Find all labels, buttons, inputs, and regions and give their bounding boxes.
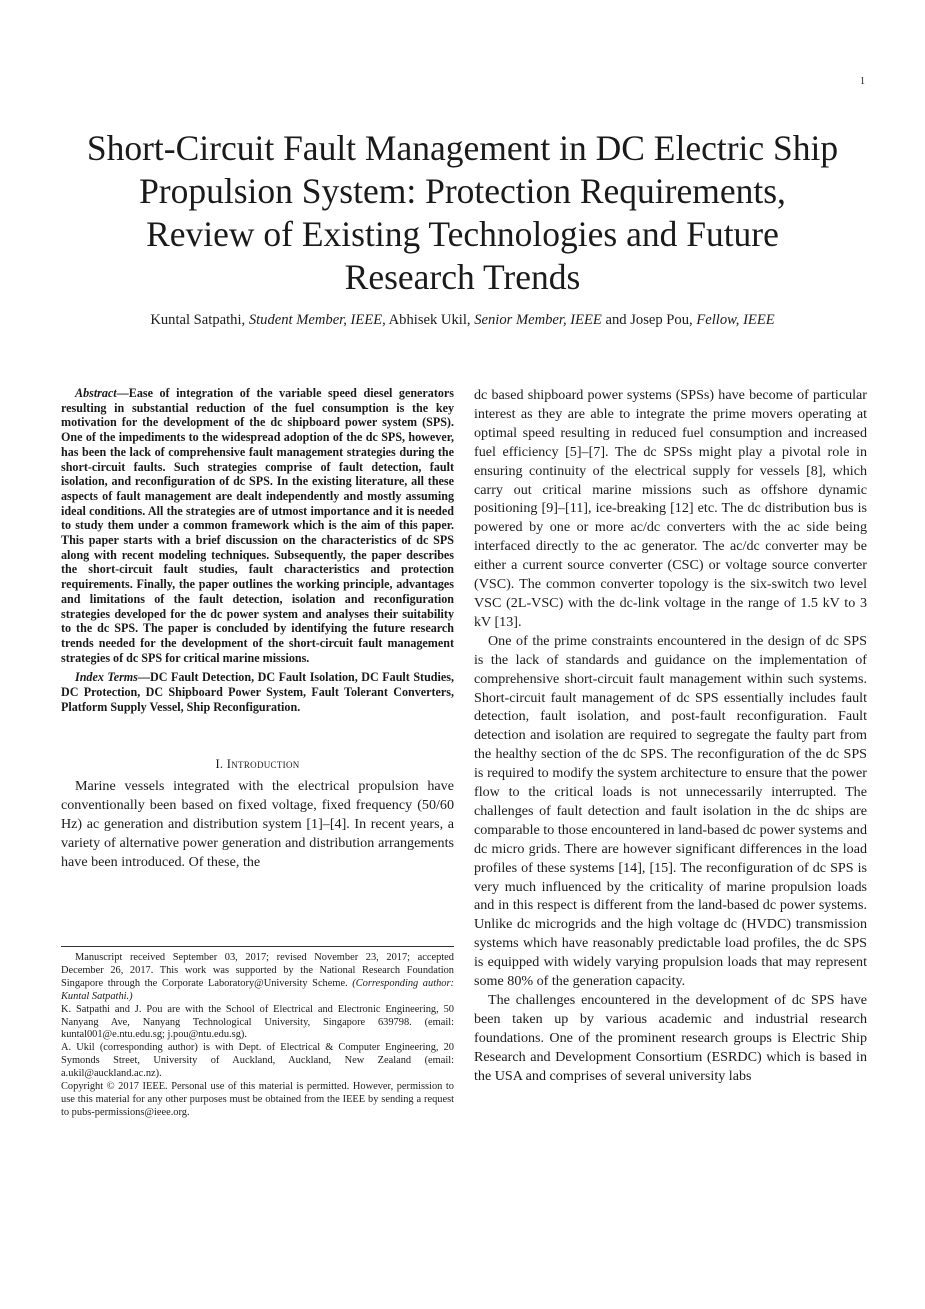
- footnote-manuscript: [61, 952, 454, 1004]
- section-heading-introduction: [61, 757, 454, 772]
- body-paragraph: One of the prime constraints encountered in the design of dc SPS is the lack of standards and guidance on the implementation of comprehensive short-circuit fault management within such systems. Short-circuit fault management of dc SPS essentially includes fault detection, fault isolation, and post-fault reconfiguration. Fault detection and isolation are required to segregate the faulty part from the healthy section of the dc SPS. The reconfiguration of the dc SPS is required to modify the system architecture to ensure that the power flow to the critical loads is not unnecessarily interrupted. The challenges of fault detection and fault isolation in the dc ships are comparable to those encountered in land-based dc power systems and dc micro grids. There are however significant differences in the load profiles of these systems [14], [15]. The reconfiguration of dc SPS is very much influenced by the criticality of marine propulsion loads and in this respect is different from the land-based dc power systems. Unlike dc microgrids and the high voltage dc (HVDC) transmission systems which have reasonably predictable load profiles, the dc SPS is equipped with widely varying propulsion loads that may represent some 80% of the generation capacity.: [474, 632, 867, 990]
- abstract: [61, 386, 454, 665]
- author-list: [40, 311, 885, 329]
- title-line: Research Trends: [344, 257, 581, 297]
- index-terms-label: Index Terms: [75, 670, 138, 685]
- author-membership: Senior Member, IEEE: [474, 312, 602, 328]
- section-number: I.: [215, 757, 227, 772]
- index-terms-text: —DC Fault Detection, DC Fault Isolation, DC Fault Studies, DC Protection, DC Shipboard Power System, Fault Tolerant Converters, Platform Supply Vessel, Ship Reconfiguration.: [61, 670, 454, 714]
- right-column: [474, 386, 867, 1086]
- title-line: Propulsion System: Protection Requirements,: [139, 171, 786, 211]
- body-paragraph: dc based shipboard power systems (SPSs) have become of particular interest as they are able to integrate the prime movers operating at optimal speed resulting in reduced fuel consumption and increased fuel efficiency [5]–[7]. The dc SPSs might play a pivotal role in ensuring continuity of the electrical supply for vessels [8], which carry out critical marine missions such as offshore dynamic positioning [9]–[11], ice-breaking [12] etc. The dc distribution bus is powered by one or more ac/dc converters with the ac side being interfaced directly to the ac generator. The ac/dc converter may be either a current source converter (CSC) or voltage source converter (VSC). The common converter topology is the six-switch two level VSC (2L-VSC) with the dc-link voltage in the range of 1.5 kV to 3 kV [13].: [474, 387, 867, 630]
- left-column: [61, 386, 454, 872]
- footnote-affiliation-1: K. Satpathi and J. Pou are with the School of Electrical and Electronic Engineering, 50 Nanyang Ave, Nanyang Technological University, Singapore 639798. (email: kuntal001@e.ntu.edu.sg; j.pou@ntu.edu.sg).: [61, 1003, 454, 1041]
- abstract-label: Abstract: [75, 386, 117, 400]
- title-line: Short-Circuit Fault Management in DC Electric Ship: [86, 128, 839, 168]
- page-number: 1: [860, 76, 865, 87]
- footnote-affiliation-2: A. Ukil (corresponding author) is with Dept. of Electrical & Computer Engineering, 20 Symonds Street, University of Auckland, Auckland, New Zealand (email: a.ukil@auckland.ac.nz).: [61, 1042, 454, 1080]
- author-name: Kuntal Satpathi,: [150, 312, 249, 328]
- title-line: Review of Existing Technologies and Future: [146, 214, 779, 254]
- footnote-copyright: Copyright © 2017 IEEE. Personal use of this material is permitted. However, permission to use this material for any other purposes must be obtained from the IEEE by sending a request to pubs-permissions@ieee.org.: [61, 1081, 454, 1118]
- author-membership: Fellow, IEEE: [696, 312, 775, 328]
- author-name: , Abhisek Ukil,: [382, 312, 475, 328]
- abstract-text: —Ease of integration of the variable speed diesel generators resulting in substantial reduction of the fuel consumption is the key motivation for the development of the dc shipboard power system (SPS). One of the impediments to the widespread adoption of the dc SPS, however, has been the lack of comprehensive fault management strategies during the short-circuit faults. Such strategies comprise of fault detection, fault isolation, and reconfiguration of dc SPS. In the existing literature, all these aspects of fault management are dealt independently and mostly assuming ideal conditions. All the strategies are of utmost importance and it is needed to study them under a common framework which is the aim of this paper. This paper starts with a brief discussion on the characteristics of dc SPS along with recent modeling techniques. Subsequently, the paper describes the short-circuit fault studies, fault characteristics and protection requirements. Finally, the paper outlines the working principle, advantages and limitations of the fault detection, isolation and reconfiguration strategies developed for the dc power system and analyses their suitability to the dc SPS. The paper is concluded by identifying the future research trends needed for the development of the short-circuit fault management strategies of dc SPS for critical marine missions.: [61, 386, 454, 665]
- footnote-rule: [61, 946, 454, 947]
- footnotes: [61, 952, 454, 1120]
- body-paragraph: Marine vessels integrated with the electrical propulsion have conventionally been based on fixed voltage, fixed frequency (50/60 Hz) ac generation and distribution system [1]–[4]. In recent years, a variety of alternative power generation and distribution arrangements have been introduced. Of these, the: [61, 778, 454, 871]
- index-terms: [61, 670, 454, 714]
- author-name: and Josep Pou,: [601, 312, 697, 328]
- body-paragraph: The challenges encountered in the development of dc SPS have been taken up by various academic and industrial research foundations. One of the prominent research groups is Electric Ship Research and Development Consortium (ESRDC) which is based in the USA and comprises of several university labs: [474, 992, 867, 1084]
- footnote-text: Manuscript received September 03, 2017; revised November 23, 2017; accepted December 26, 2017. This work was supported by the National Research Foundation Singapore through the Corporate Laboratory@University Scheme.: [61, 952, 454, 989]
- paper-title: [40, 127, 885, 299]
- section-title: Introduction: [226, 757, 300, 772]
- author-membership: Student Member, IEEE: [248, 312, 383, 328]
- footnote-corresponding: (Corresponding author: Kuntal Satpathi.): [61, 977, 454, 1002]
